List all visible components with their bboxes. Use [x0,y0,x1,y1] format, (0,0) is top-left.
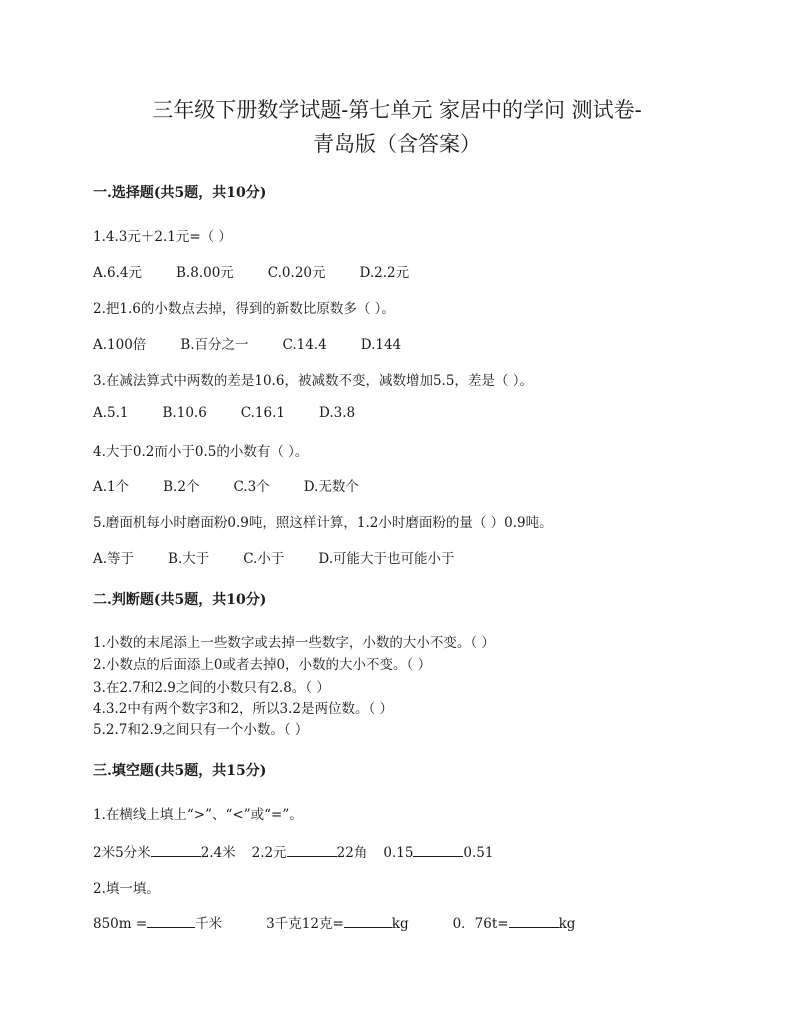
option-a: A.5.1 [93,405,129,421]
judge-item: 5.2.7和2.9之间只有一个小数。（ ） [93,722,309,738]
option-d: D.无数个 [303,479,359,495]
question-text: 2.填一填。 [93,881,160,897]
question-text: 5.磨面机每小时磨面粉0.9吨，照这样计算，1.2小时磨面粉的量（ ）0.9吨。 [93,515,553,531]
section-heading-judge: 二.判断题(共5题，共10分) [93,592,267,608]
option-d: D.144 [360,337,402,353]
convert-a-right: 千米 [195,916,223,932]
option-a: A.等于 [93,551,135,567]
option-b: B.10.6 [162,405,207,421]
question-text: 1.4.3元＋2.1元=（ ） [93,229,232,245]
judge-item: 1.小数的末尾添上一些数字或去掉一些数字，小数的大小不变。（ ） [93,635,495,651]
judge-item: 3.在2.7和2.9之间的小数只有2.8。（ ） [93,680,330,696]
options-row [93,547,489,567]
compare-b-left: 2.2元 [251,845,287,861]
option-d: D.2.2元 [359,265,410,281]
option-c: C.0.20元 [267,265,326,281]
answer-blank[interactable] [147,915,195,928]
convert-a-left: 850m = [93,916,148,932]
option-b: B.大于 [168,551,210,567]
judge-item: 4.3.2中有两个数字3和2，所以3.2是两位数。（ ） [93,701,394,717]
answer-blank[interactable] [344,915,392,928]
section-heading-fill: 三.填空题(共5题，共15分) [93,763,267,779]
options-row [93,261,443,281]
judge-item: 2.小数点的后面添上0或者去掉0，小数的大小不变。（ ） [93,657,432,673]
section-heading-choice: 一.选择题(共5题，共10分) [93,185,267,201]
compare-a-right: 2.4米 [200,845,236,861]
option-a: A.6.4元 [93,265,143,281]
compare-c-right: 0.51 [463,845,494,861]
answer-blank[interactable] [151,844,201,857]
convert-row [93,912,575,932]
option-d: D.3.8 [319,405,356,421]
options-row [93,405,389,421]
document-title-line1: 三年级下册数学试题-第七单元 家居中的学问 测试卷- [152,98,642,122]
option-b: B.8.00元 [176,265,234,281]
compare-c-left: 0.15 [383,845,414,861]
answer-blank[interactable] [287,844,337,857]
option-c: C.小于 [243,551,285,567]
question-text: 3.在减法算式中两数的差是10.6，被减数不变，减数增加5.5，差是（ ）。 [93,373,533,389]
options-row [93,333,435,353]
convert-c-right: kg [558,916,576,932]
question-text: 4.大于0.2而小于0.5的小数有（ ）。 [93,444,309,460]
answer-blank[interactable] [413,844,463,857]
option-c: C.14.4 [282,337,327,353]
option-c: C.16.1 [240,405,285,421]
convert-b-left: 3千克12克= [266,916,344,932]
compare-b-right: 22角 [336,845,368,861]
compare-a-left: 2米5分米 [93,845,151,861]
option-b: B.2个 [163,479,200,495]
convert-c-left: 0．76t= [452,916,509,932]
compare-row [93,841,493,861]
options-row [93,475,393,495]
option-a: A.100倍 [93,337,147,353]
option-a: A.1个 [93,479,130,495]
answer-blank[interactable] [509,915,559,928]
convert-b-right: kg [391,916,409,932]
question-text: 1.在横线上填上“>”、“<”或“=”。 [93,807,303,823]
option-d: D.可能大于也可能小于 [318,551,455,567]
option-b: B.百分之一 [180,337,249,353]
option-c: C.3个 [233,479,270,495]
document-title-line2: 青岛版（含答案） [313,132,481,156]
question-text: 2.把1.6的小数点去掉，得到的新数比原数多（ ）。 [93,301,395,317]
